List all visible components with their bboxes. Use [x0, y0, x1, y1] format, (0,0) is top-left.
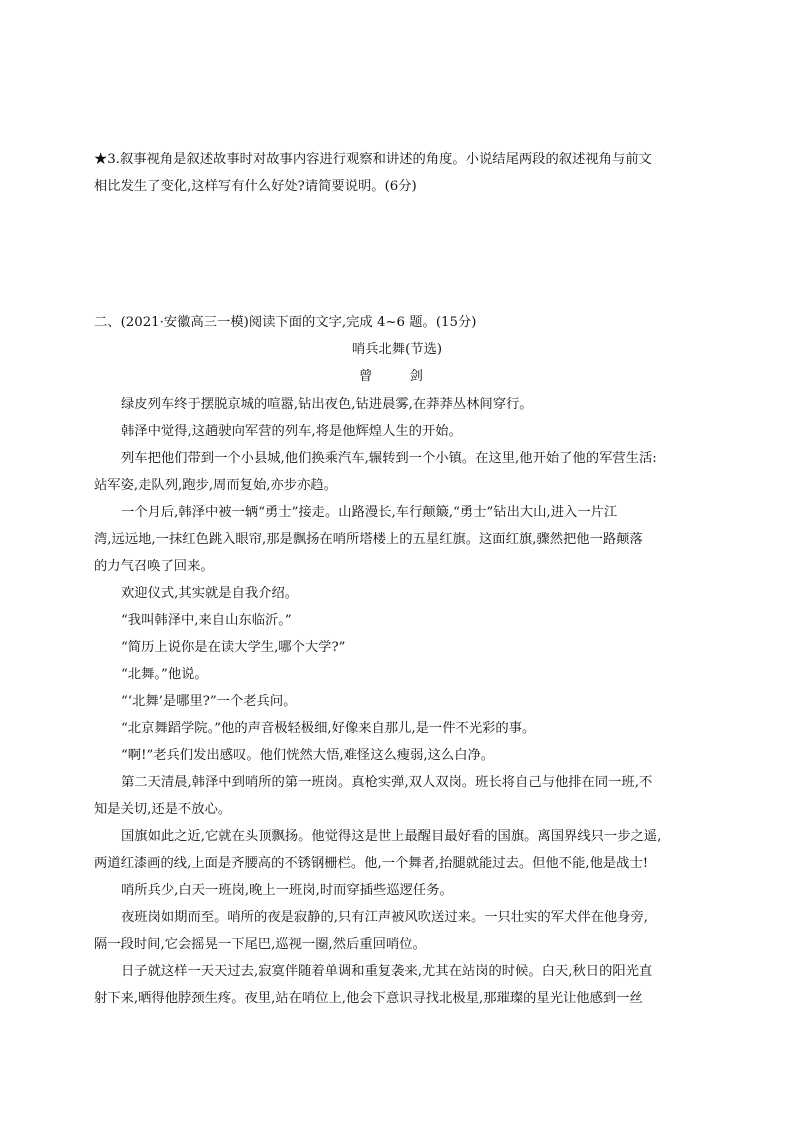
question-3-line-2: 相比发生了变化,这样写有什么好处?请简要说明。(6分) [94, 179, 417, 194]
paragraph-line: 国旗如此之近,它就在头顶飘扬。他觉得这是世上最醒目最好看的国旗。离国界线只一步之遥, [121, 829, 662, 844]
paragraph-line: 隔一段时间,它会摇晃一下尾巴,巡视一圈,然后重回哨位。 [94, 937, 426, 952]
article-author: 曾 剑 [359, 369, 435, 384]
paragraph-line: 第二天清晨,韩泽中到哨所的第一班岗。真枪实弹,双人双岗。班长将自己与他排在同一班,不 [121, 775, 653, 790]
dialogue-line: “北舞。”他说。 [121, 667, 208, 682]
paragraph-line: 一个月后,韩泽中被一辆“勇士”接走。山路漫长,车行颠簸,“勇士”钻出大山,进入一片江 [121, 505, 618, 520]
dialogue-line: “‘北舞’是哪里?”一个老兵问。 [121, 694, 297, 709]
article-title: 哨兵北舞(节选) [351, 342, 443, 357]
paragraph-line: 射下来,晒得他脖颈生疼。夜里,站在哨位上,他会下意识寻找北极星,那璀璨的星光让他感到一丝 [94, 991, 643, 1006]
paragraph-line: 夜班岗如期而至。哨所的夜是寂静的,只有江声被风吹送过来。一只壮实的军犬伴在他身旁, [121, 910, 649, 925]
paragraph-line: 湾,远远地,一抹红色跳入眼帘,那是飘扬在哨所塔楼上的五星红旗。这面红旗,骤然把他一路颠落 [94, 532, 643, 547]
section-2-header: 二、(2021·安徽高三一模)阅读下面的文字,完成 4~6 题。(15分) [94, 315, 477, 330]
paragraph-line: 列车把他们带到一个小县城,他们换乘汽车,辗转到一个小镇。在这里,他开始了他的军营生活: [121, 451, 657, 466]
dialogue-line: “简历上说你是在读大学生,哪个大学?” [121, 640, 346, 655]
paragraph-line: 的力气召唤了回来。 [94, 559, 214, 574]
dialogue-line: “我叫韩泽中,来自山东临沂。” [121, 613, 292, 628]
question-3-line-1: ★3.叙事视角是叙述故事时对故事内容进行观察和讲述的角度。小说结尾两段的叙述视角与前文 [94, 152, 652, 167]
paragraph-line: 韩泽中觉得,这趟驶向军营的列车,将是他辉煌人生的开始。 [121, 424, 462, 439]
paragraph-line: 两道红漆画的线,上面是齐腰高的不锈钢栅栏。他,一个舞者,抬腿就能过去。但他不能,他是战士! [94, 856, 649, 871]
dialogue-line: “啊!”老兵们发出感叹。他们恍然大悟,难怪这么瘦弱,这么白净。 [121, 748, 495, 763]
paragraph-line: 欢迎仪式,其实就是自我介绍。 [121, 586, 299, 601]
paragraph-line: 日子就这样一天天过去,寂寞伴随着单调和重复袭来,尤其在站岗的时候。白天,秋日的阳光直 [121, 964, 653, 979]
paragraph-line: 绿皮列车终于摆脱京城的喧嚣,钻出夜色,钻进晨雾,在莽莽丛林间穿行。 [121, 397, 533, 412]
dialogue-line: “北京舞蹈学院。”他的声音极轻极细,好像来自那儿,是一件不光彩的事。 [121, 721, 536, 736]
paragraph-line: 哨所兵少,白天一班岗,晚上一班岗,时而穿插些巡逻任务。 [121, 883, 453, 898]
paragraph-line: 站军姿,走队列,跑步,周而复始,亦步亦趋。 [94, 478, 337, 493]
paragraph-line: 知是关切,还是不放心。 [94, 802, 232, 817]
